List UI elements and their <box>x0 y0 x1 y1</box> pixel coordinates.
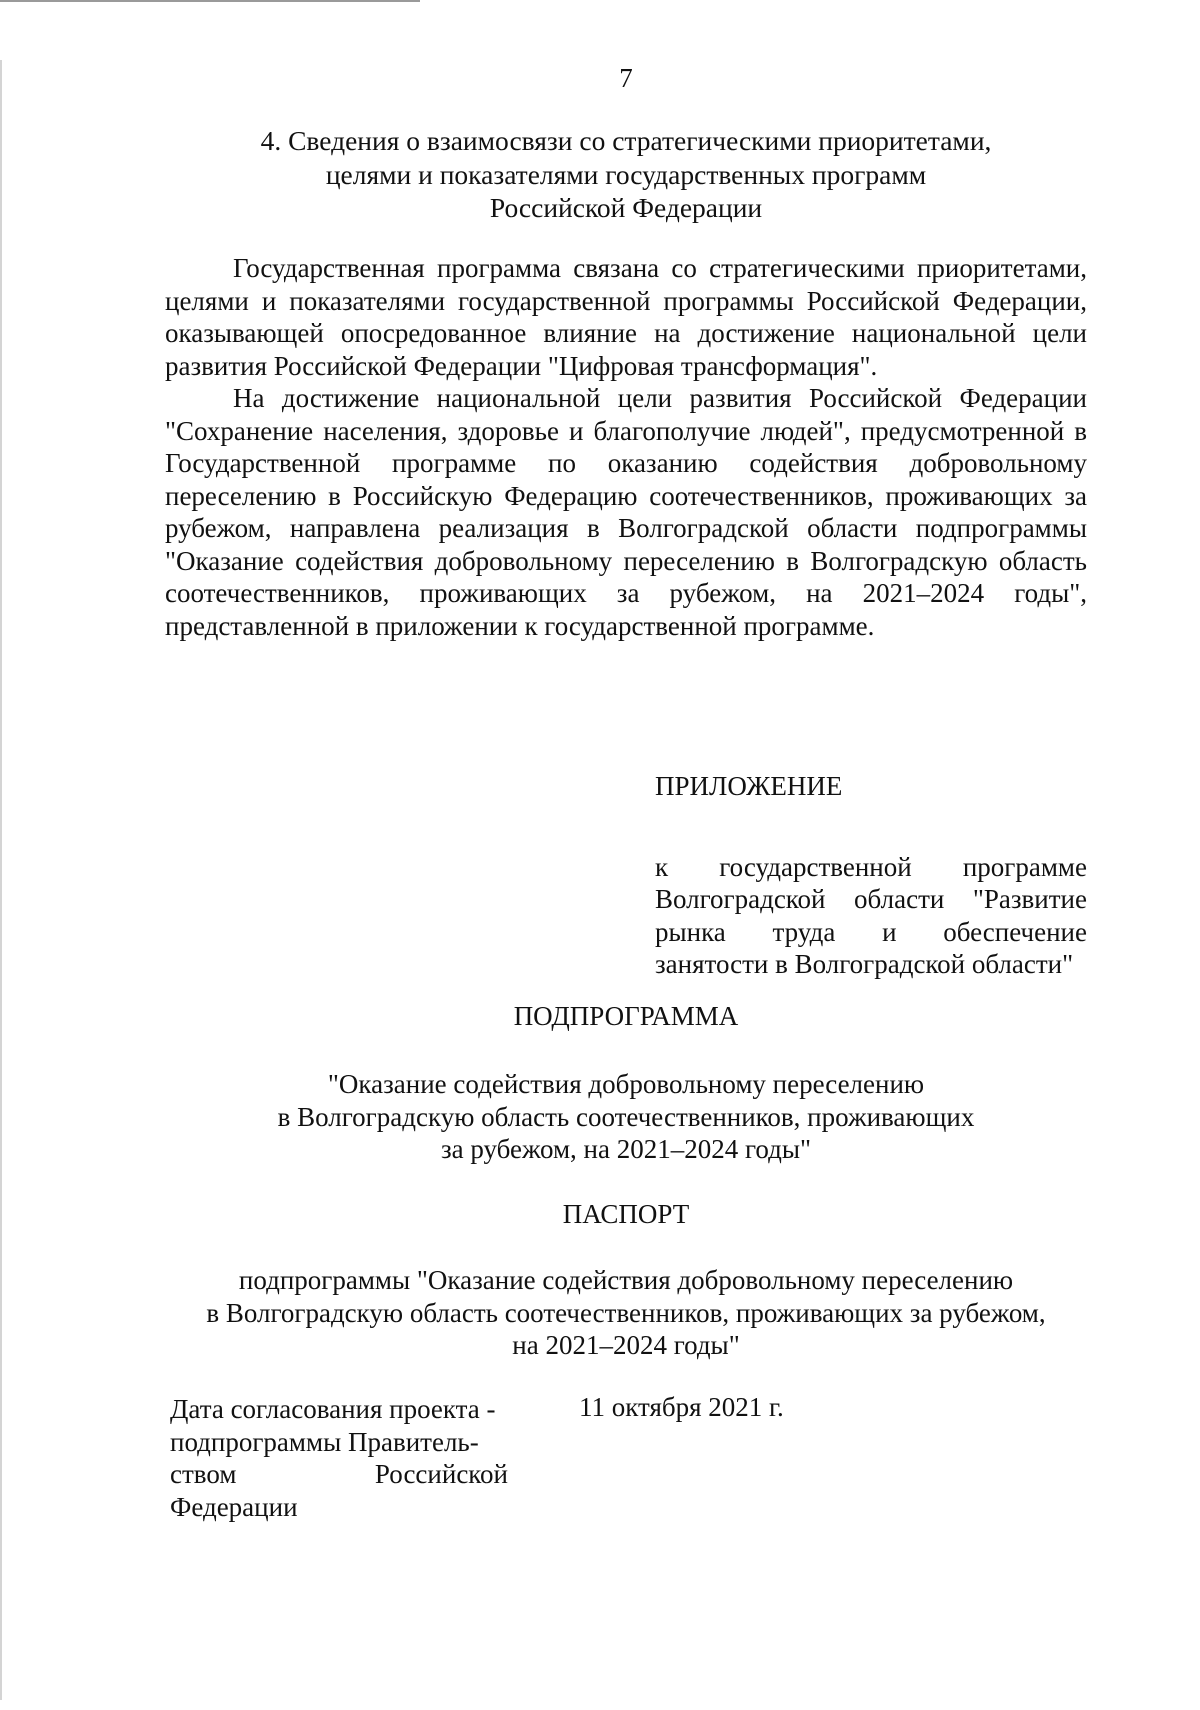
section-title <box>195 124 1057 225</box>
scan-edge-top <box>0 0 420 2</box>
approval-date-value: 11 октября 2021 г. <box>579 1392 784 1422</box>
approval-date-label-line: Дата согласования проекта - <box>170 1394 496 1424</box>
passport-subtitle-line: на 2021–2024 годы" <box>512 1330 740 1360</box>
section-title-line: целями и показателями государственных программ <box>325 158 927 190</box>
body-paragraph: На достижение национальной цели развития Российской Федерации "Сохранение населения, здоровье и благополучие людей", предусмотренной в Государственной программе по оказанию содействия добровольному переселению в Российскую Федерацию соотечественников, проживающих за рубежом, направлена реализация в Волгоградской области подпрограммы "Оказание содействия добровольному переселению в Волгоградскую область соотечественников, проживающих за рубежом, на 2021–2024 годы", представленной в приложении к государственной программе. <box>165 383 1087 641</box>
scan-edge-left <box>0 60 2 1700</box>
page-number: 7 <box>619 63 633 93</box>
subprogram-name <box>165 1068 1087 1166</box>
passport-subtitle-line: подпрограммы "Оказание содействия добровольному переселению <box>238 1265 1014 1295</box>
section-title-line: 4. Сведения о взаимосвязи со стратегическими приоритетами, <box>260 125 992 156</box>
passport-subtitle-line: в Волгоградскую область соотечественников, проживающих за рубежом, <box>206 1297 1046 1328</box>
body-paragraph: Государственная программа связана со стратегическими приоритетами, целями и показателями государственной программы Российской Федерации, оказывающей опосредованное влияние на достижение национальной цели развития Российской Федерации "Цифровая трансформация". <box>165 253 1087 381</box>
approval-date-label-line: ством Российской Федерации <box>170 1459 508 1522</box>
subprogram-heading: ПОДПРОГРАММА <box>513 1001 739 1031</box>
approval-date-label-line: подпрограммы Правитель- <box>170 1426 479 1457</box>
subprogram-name-line: "Оказание содействия добровольному переселению <box>327 1069 925 1099</box>
section-body <box>165 252 1087 642</box>
appendix-title: ПРИЛОЖЕНИЕ <box>655 771 843 801</box>
subprogram-name-line: в Волгоградскую область соотечественников, проживающих <box>277 1101 975 1132</box>
approval-date-label <box>170 1393 508 1523</box>
passport-heading: ПАСПОРТ <box>562 1199 690 1229</box>
subprogram-name-line: за рубежом, на 2021–2024 годы" <box>440 1134 812 1164</box>
appendix-block <box>655 770 1087 981</box>
passport-subtitle <box>165 1264 1087 1362</box>
appendix-text: к государственной программе Волгоградской области "Развитие рынка труда и обеспечение занятости в Волгоградской области" <box>655 851 1087 979</box>
section-title-line: Российской Федерации <box>489 192 763 223</box>
